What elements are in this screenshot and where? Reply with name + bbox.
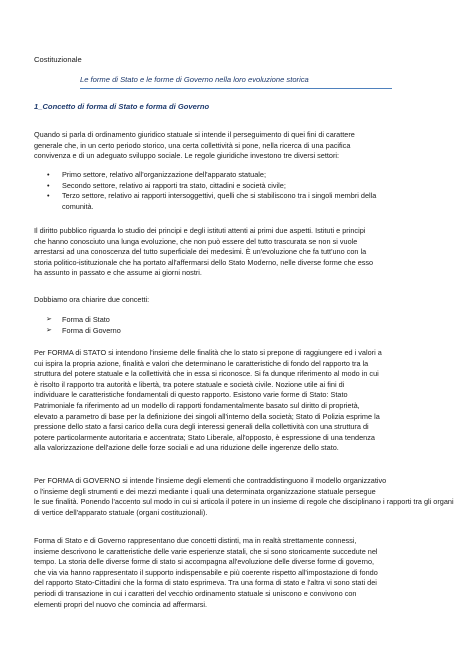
text-line: Quando si parla di ordinamento giuridico statuale si intende il perseguimento di quei fini di carattere: [34, 130, 355, 139]
text-line: o l'insieme degli strumenti e dei mezzi mediante i quali una determinata organizzazione statuale persegue: [34, 486, 376, 496]
text-line: struttura del potere statuale e la collettività che in essa si riconosce. Si fa dunque riferimento al modo in cui: [34, 369, 379, 379]
text-line: Patrimoniale fa riferimento ad un modello di rapporti fondamentalmente basato sul diritto di proprietà,: [34, 400, 360, 410]
text-line: storia politico-istituzionale che ha portato all'affermarsi dello Stato Moderno, nelle diverse forme che esso: [34, 257, 374, 267]
document-subtitle: Le forme di Stato e le forme di Governo nella loro evoluzione storica: [80, 75, 309, 84]
document-header: Costituzionale: [34, 55, 82, 64]
text-line: del rapporto Stato-Cittadini che la forma di stato esprimeva. Tra una forma di stato e l'altra vi sono stati dei: [34, 578, 377, 588]
text-line: arrestarsi ad una conoscenza del tutto superficiale dei medesimi. È un'evoluzione che fa tutt'uno con la: [34, 247, 367, 257]
text-line: Primo settore, relativo all'organizzazione dell'apparato statuale;: [62, 170, 266, 179]
sectors-list: [34, 170, 444, 212]
list-item: [34, 315, 444, 326]
list-item: [34, 191, 444, 212]
text-line: Dobbiamo ora chiarire due concetti:: [34, 295, 150, 304]
concepts-intro: [34, 295, 444, 306]
text-line: Secondo settore, relativo ai rapporti tra stato, cittadini e società civile;: [62, 180, 286, 190]
conclusion-paragraph: [34, 536, 444, 610]
text-line: periodi di transazione in cui i caratteri del vecchio ordinamento statuale si uniscono e convivono con: [34, 588, 357, 598]
forma-governo-paragraph: [34, 476, 454, 518]
list-item: [34, 181, 444, 192]
text-line: comunità.: [62, 201, 94, 211]
intro-paragraph: [34, 130, 444, 162]
list-item: [34, 170, 444, 181]
bullet-icon: •: [47, 191, 50, 201]
bullet-icon: •: [47, 180, 50, 190]
text-line: elementi propri del nuovo che comincia ad affermarsi.: [34, 599, 208, 609]
forma-stato-paragraph: [34, 348, 444, 454]
text-line: alla valorizzazione dell'azione delle forze sociali e ad una riduzione delle ingerenze dello stato.: [34, 443, 339, 453]
public-law-paragraph: [34, 226, 444, 279]
text-line: Terzo settore, relativo ai rapporti intersoggettivi, quelli che si stabiliscono tra i singoli membri della: [62, 191, 377, 201]
bullet-icon: •: [47, 170, 50, 179]
text-line: Per FORMA di STATO si intendono l'insieme delle finalità che lo stato si prepone di raggiungere ed i valori a: [34, 348, 382, 357]
text-line: potere particolarmente autoritaria e accentrata; Stato Liberale, all'opposto, è espressione di una tendenza: [34, 432, 375, 442]
text-line: Il diritto pubblico riguarda lo studio dei principi e degli istituti attenti ai primi due aspetti. Istituti e principi: [34, 226, 366, 235]
text-line: che via via hanno rappresentato il supporto indispensabile e più coerente rispetto all'impostazione di fondo: [34, 567, 378, 577]
arrow-bullet-icon: ➢: [46, 316, 52, 323]
text-line: convivenza e di un adeguato sviluppo sociale. Le regole giuridiche investono tre diversi settori:: [34, 151, 340, 161]
arrow-bullet-icon: ➢: [46, 326, 52, 334]
concepts-list: [34, 315, 444, 336]
text-line: generale che, in un certo periodo storico, una certa collettività si pone, nella ricerca di una pacifica: [34, 140, 351, 150]
text-line: individuare le caratteristiche fondamentali di questo rapporto. Esistono varie forme di Stato: Stato: [34, 390, 348, 400]
text-line: Forma di Stato e di Governo rappresentano due concetti distinti, ma in realtà strettamente connessi,: [34, 536, 357, 545]
text-line: Per FORMA di GOVERNO si intende l'insieme degli elementi che contraddistinguono il modello organizzativo: [34, 476, 387, 485]
text-line: di vertice dell'apparato statuale (organi costituzionali).: [34, 507, 208, 517]
text-line: le sue finalità. Ponendo l'accento sul modo in cui si articola il potere in un insieme di regole che disciplinano i rapporti tra gli organi: [34, 497, 454, 507]
text-line: che hanno conosciuto una lunga evoluzione, che non può essere del tutto trascurata se non si vuole: [34, 236, 358, 246]
text-line: insieme descrivono le caratteristiche delle varie esperienze statali, che si sono storicamente succedute nel: [34, 546, 378, 556]
text-line: Forma di Stato: [62, 315, 110, 324]
text-line: elevato a parametro di base per la definizione dei singoli all'interno della società; Stato di Polizia esprime la: [34, 411, 380, 421]
text-line: pressione dello stato a farsi carico della cura degli interessi generali della collettività con una struttura di: [34, 422, 369, 432]
text-line: Forma di Governo: [62, 325, 121, 335]
text-line: cui ispira la propria azione, finalità e valori che determinano le caratteristiche di fondo del rapporto tra la: [34, 358, 369, 368]
text-line: ha assunto in passato e che assume ai giorni nostri.: [34, 268, 202, 278]
section-title: 1_Concetto di forma di Stato e forma di Governo: [34, 102, 210, 111]
text-line: tempo. La storia delle diverse forme di stato si accompagna all'evoluzione delle diverse forme di governo,: [34, 557, 375, 567]
list-item: [34, 326, 444, 337]
text-line: è risolto il rapporto tra autorità e libertà, tra potere statuale e società civile. Nozione utile ai fini di: [34, 379, 345, 389]
subtitle-underline: [80, 88, 392, 89]
